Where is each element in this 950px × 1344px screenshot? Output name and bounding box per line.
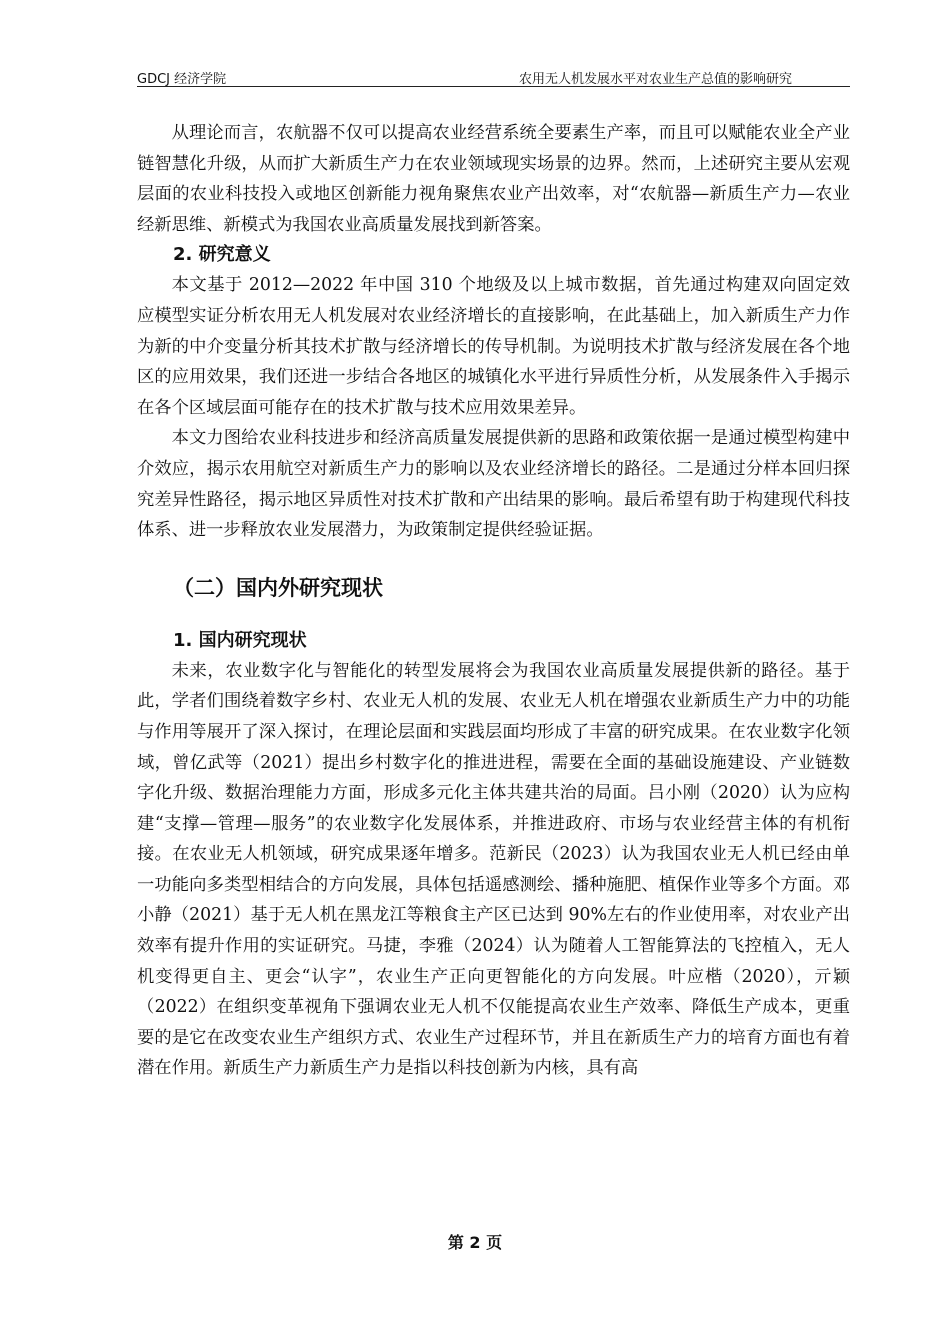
subsection-heading-significance: 2. 研究意义 xyxy=(173,244,271,266)
page-body xyxy=(137,118,850,1084)
header-left-title: GDCJ 经济学院 xyxy=(137,72,227,87)
paragraph: 从理论而言，农航器不仅可以提高农业经营系统全要素生产率，而且可以赋能农业全产业链智慧化升级，从而扩大新质生产力在农业领域现实场景的边界。然而，上述研究主要从宏观层面的农业科技投入或地区创新能力视角聚焦农业产出效率，对“农航器—新质生产力—农业经新思维、新模式为我国农业高质量发展找到新答案。 xyxy=(137,123,850,235)
section-heading-research-status: （二）国内外研究现状 xyxy=(173,575,383,600)
subsection-heading-domestic: 1. 国内研究现状 xyxy=(173,629,307,651)
paragraph: 本文力图给农业科技进步和经济高质量发展提供新的思路和政策依据一是通过模型构建中介效应，揭示农用航空对新质生产力的影响以及农业经济增长的路径。二是通过分样本回归探究差异性路径，揭示地区异质性对技术扩散和产出结果的影响。最后希望有助于构建现代科技体系、进一步释放农业发展潜力，为政策制定提供经验证据。 xyxy=(137,428,850,541)
page-header xyxy=(137,66,850,87)
header-right-title: 农用无人机发展水平对农业生产总值的影响研究 xyxy=(518,72,792,87)
page-number: 第 2 页 xyxy=(447,1233,503,1252)
paragraph: 本文基于 2012—2022 年中国 310 个地级及以上城市数据，首先通过构建双向固定效应模型实证分析农用无人机发展对农业经济增长的直接影响，在此基础上，加入新质生产力作为新的中介变量分析其技术扩散与经济增长的传导机制。为说明技术扩散与经济发展在各个地区的应用效果，我们还进一步结合各地区的城镇化水平进行异质性分析，从发展条件入手揭示在各个区域层面可能存在的技术扩散与技术应用效果差异。 xyxy=(137,275,850,418)
paragraph: 未来，农业数字化与智能化的转型发展将会为我国农业高质量发展提供新的路径。基于此，学者们围绕着数字乡村、农业无人机的发展、农业无人机在增强农业新质生产力中的功能与作用等展开了深入探讨，在理论层面和实践层面均形成了丰富的研究成果。在农业数字化领域，曾亿武等（2021）提出乡村数字化的推进进程，需要在全面的基础设施建设、产业链数字化升级、数据治理能力方面，形成多元化主体共建共治的局面。吕小刚（2020）认为应构建“支撑—管理—服务”的农业数字化发展体系，并推进政府、市场与农业经营主体的有机衔接。在农业无人机领域，研究成果逐年增多。范新民（2023）认为我国农业无人机已经由单一功能向多类型相结合的方向发展，具体包括遥感测绘、播种施肥、植保作业等多个方面。邓小静（2021）基于无人机在黑龙江等粮食主产区已达到 90%左右的作业使用率，对农业产出效率有提升作用的实证研究。马捷，李雅（2024）认为随着人工智能算法的飞控植入，无人机变得更自主、更会“认字”，农业生产正向更智能化的方向发展。叶应楷（2020），亓颖（2022）在组织变革视角下强调农业无人机不仅能提高农业生产效率、降低生产成本，更重要的是它在改变农业生产组织方式、农业生产过程环节，并且在新质生产力的培育方面也有着潜在作用。新质生产力新质生产力是指以科技创新为内核，具有高 xyxy=(137,660,850,1079)
